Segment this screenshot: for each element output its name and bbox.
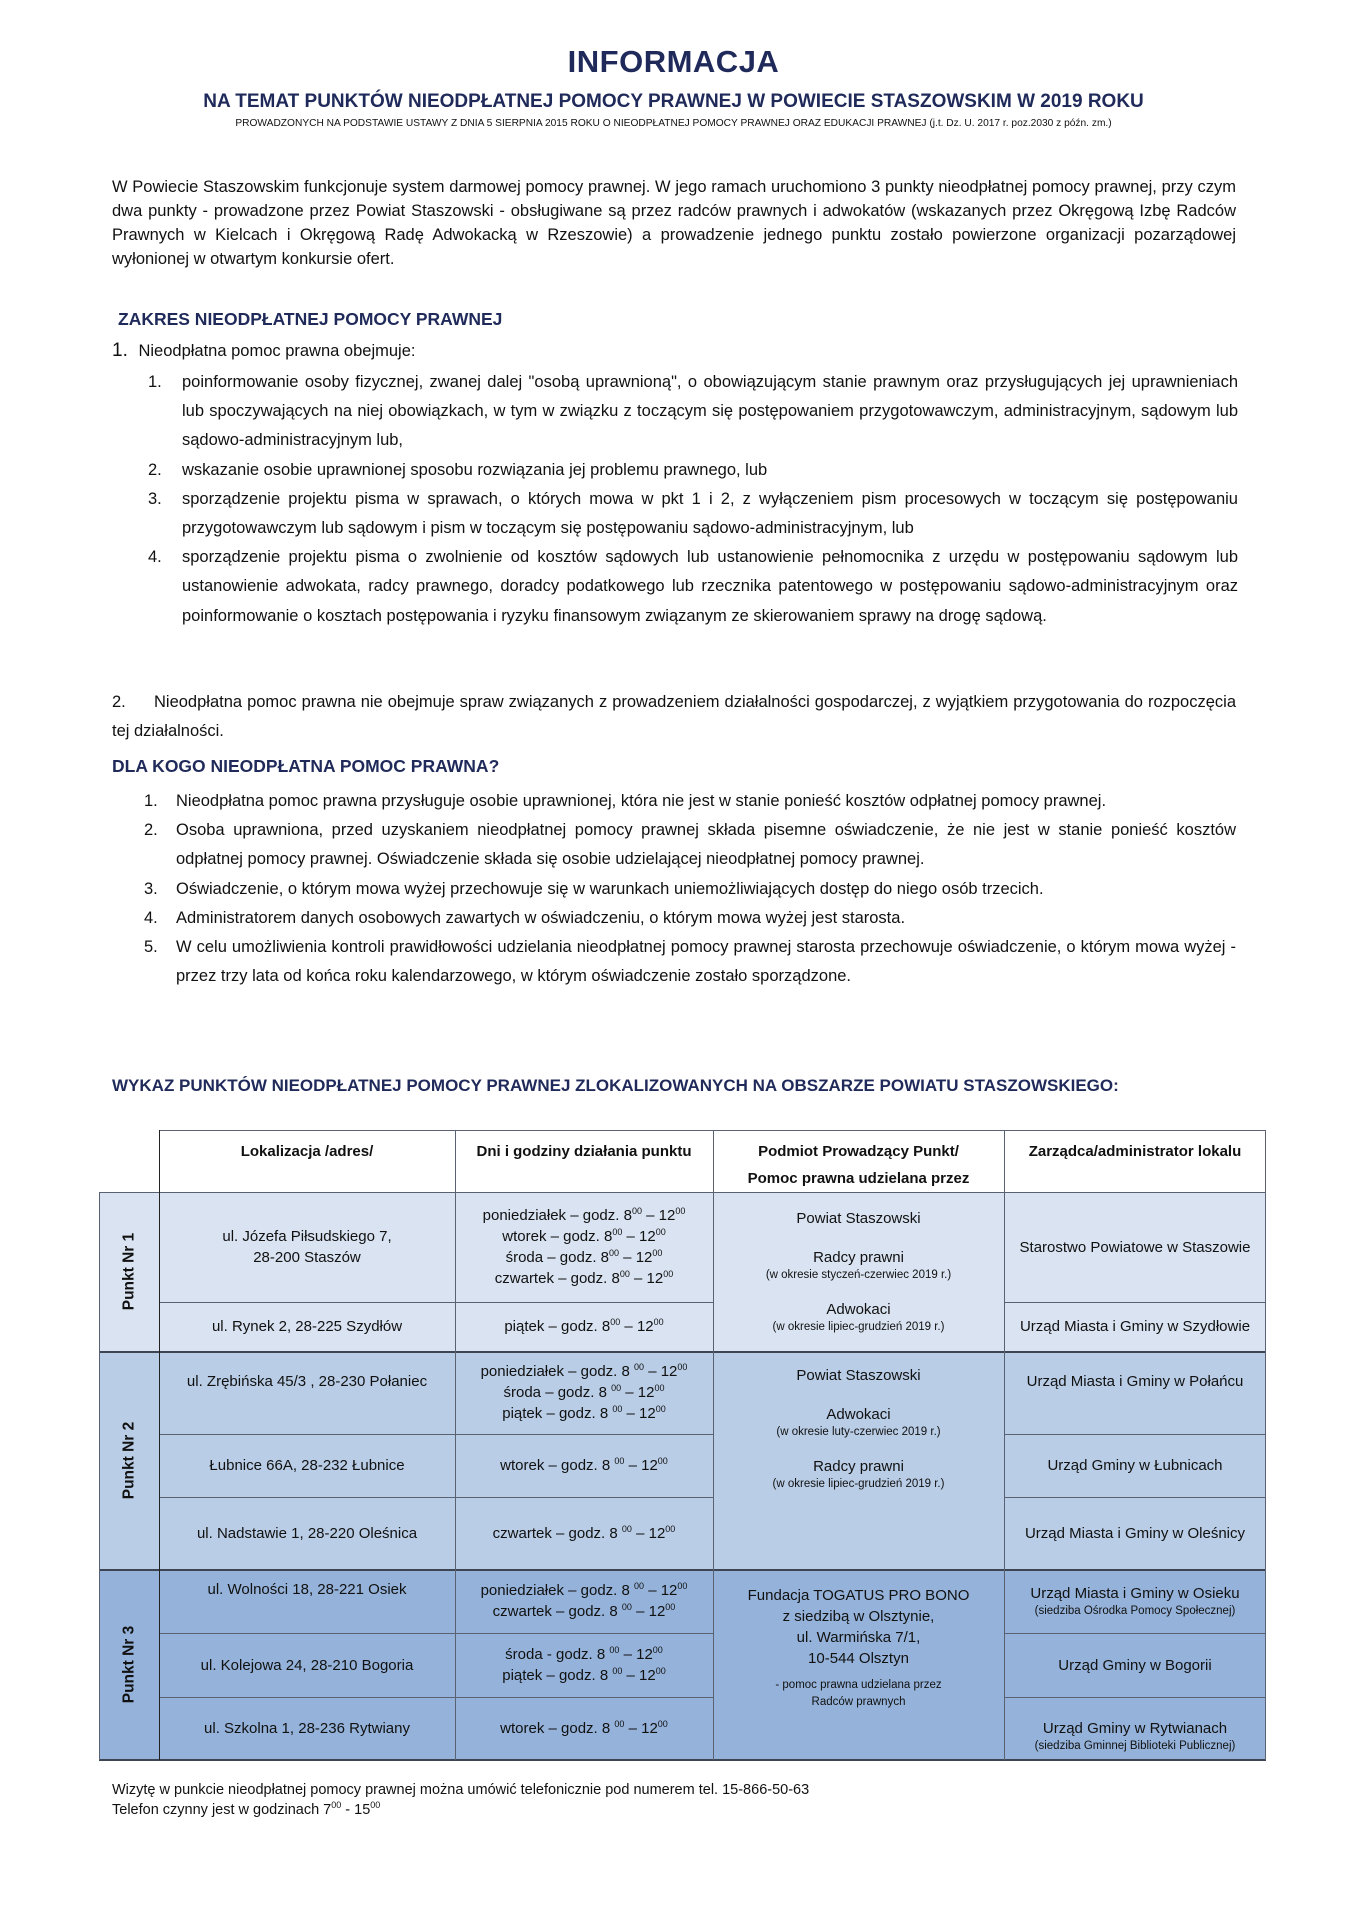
- text-fragment: 00: [612, 1404, 623, 1414]
- text-fragment: 00: [655, 1404, 666, 1414]
- table-border: [99, 1351, 1266, 1353]
- scope-item-2: [112, 688, 1236, 746]
- text-fragment: Osoba uprawniona, przed uzyskaniem nieodpłatnej pomocy prawnej składa pisemne oświadczenie, że nie jest w stanie ponieść kosztów odpłatnej pomocy prawnej. Oświadczenie składa się osobie udzielającej nieodpłatnej pomocy prawnej.: [176, 821, 1236, 869]
- hours-line: wtorek – godz. $8^{00} - 12^{00}$: [502, 1227, 666, 1245]
- hours-line: piątek – godz. $8^{00} - 12^{00}$: [504, 1317, 664, 1335]
- text-fragment: 12: [636, 1318, 654, 1335]
- scope-subitem: [148, 368, 1238, 456]
- text-fragment: 00: [657, 1456, 668, 1466]
- punkt-2-row-1-address: [159, 1351, 455, 1434]
- scope-subitem: [148, 543, 1238, 631]
- text-fragment: 00: [619, 1269, 630, 1279]
- text-fragment: z siedzibą w Olsztynie,: [782, 1608, 935, 1625]
- punkt-1-row-1-address: [159, 1192, 455, 1302]
- text-fragment: ul. Rynek 2, 28-225 Szydłów: [211, 1318, 403, 1335]
- footer-phone-line: Wizytę w punkcie nieodpłatnej pomocy prawnej można umówić telefonicznie pod numerem tel. 15-866-50-63: [112, 1782, 810, 1798]
- punkt-2-row-3-admin: [1004, 1497, 1266, 1569]
- text-fragment: ul. Kolejowa 24, 28-210 Bogoria: [200, 1656, 414, 1674]
- table-border: [159, 1497, 713, 1498]
- text-fragment: W celu umożliwienia kontroli prawidłowości udzielania nieodpłatnej pomocy prawnej starosta przechowuje oświadczenie, o którym mowa wyżej - przez trzy lata od końca roku kalendarzowego, w którym oświadczenie zostało sporządzone.: [176, 938, 1236, 986]
- text-fragment: 8: [600, 1249, 609, 1266]
- punkt-3-row-3-hours: [455, 1697, 713, 1760]
- text-fragment: Fundacja TOGATUS PRO BONO: [747, 1587, 970, 1604]
- text-fragment: 7: [323, 1802, 332, 1818]
- hours-line: piątek – godz. 8 $^{00} - 12^{00}$: [502, 1404, 666, 1422]
- text-fragment: (w okresie styczeń-czerwiec 2019 r.): [765, 1269, 952, 1281]
- text-fragment: Dni i godziny działania punktu: [476, 1143, 692, 1160]
- text-fragment: 28-200 Staszów: [253, 1249, 361, 1266]
- scope-subitem: [148, 456, 1238, 485]
- text-fragment: piątek – godz.: [502, 1405, 600, 1422]
- hours-line: środa – godz. 8 $^{00} - 12^{00}$: [503, 1383, 665, 1401]
- punkt-1-row-1-admin: [1004, 1192, 1266, 1302]
- legal-basis: PROWADZONYCH NA PODSTAWIE USTAWY Z DNIA 5 SIERPNIA 2015 ROKU O NIEODPŁATNEJ POMOCY PRAWNEJ ORAZ EDUKACJI PRAWNEJ (j.t. Dz. U. 2017 r. poz.2030 z późn. zm.): [235, 118, 1112, 129]
- punkt-3-row-3-admin: [1004, 1697, 1266, 1760]
- text-fragment: Urząd Gminy w Rytwianach: [1042, 1720, 1228, 1737]
- text-fragment: poinformowanie osoby fizycznej, zwanej dalej "osobą uprawnioną", o obowiązującym stanie prawnym oraz przysługujących jej uprawnieniach lub spoczywających na niej obowiązkach, w tym w związku z toczącym się postępowaniem przygotowawczym, administracyjnym, sądowym lub sądowo-administracyjnym lub,: [182, 373, 1238, 450]
- text-fragment: 4.: [144, 908, 158, 927]
- text-fragment: poniedziałek – godz.: [482, 1207, 624, 1224]
- text-fragment: 8: [596, 1646, 606, 1663]
- punkt-2-row-1-admin: [1004, 1351, 1266, 1434]
- text-fragment: -: [341, 1802, 355, 1818]
- text-fragment: 12: [658, 1207, 676, 1224]
- hours-line: środa – godz. $8^{00} - 12^{00}$: [505, 1248, 663, 1266]
- table-border: [1004, 1497, 1266, 1498]
- punkt-3-label: [99, 1569, 159, 1760]
- text-fragment: 00: [665, 1523, 676, 1534]
- table-border: [159, 1633, 713, 1634]
- text-fragment: 8: [601, 1318, 611, 1335]
- text-fragment: czwartek – godz.: [492, 1524, 610, 1542]
- text-fragment: 1.: [148, 373, 162, 391]
- scope-item-2-num: 2.: [112, 693, 126, 711]
- text-fragment: ul. Józefa Piłsudskiego 7,: [222, 1228, 392, 1245]
- text-fragment: 12: [637, 1384, 655, 1401]
- table-border: [159, 1697, 713, 1698]
- scope-subitem: [148, 485, 1238, 543]
- text-fragment: ul. Zrębińska 45/3 , 28-230 Połaniec: [186, 1373, 428, 1390]
- text-fragment: - pomoc prawna udzielana przez Radców prawnych: [775, 1679, 942, 1708]
- eligibility-item: [144, 933, 1236, 991]
- text-fragment: Punkt Nr 3: [120, 1625, 138, 1704]
- header-admin: [1004, 1130, 1266, 1192]
- text-fragment: 12: [648, 1603, 666, 1620]
- eligibility-heading: DLA KOGO NIEODPŁATNA POMOC PRAWNA?: [112, 756, 500, 776]
- text-fragment: ul. Warmińska 7/1,: [796, 1629, 921, 1646]
- hours-line: poniedziałek – godz. $8^{00} - 12^{00}$: [482, 1206, 686, 1224]
- text-fragment: 00: [653, 1317, 664, 1327]
- punkt-3-row-2-admin: [1004, 1633, 1266, 1697]
- text-fragment: wtorek – godz.: [500, 1457, 602, 1474]
- text-fragment: czwartek – godz.: [494, 1270, 612, 1287]
- eligibility-item: [144, 875, 1236, 904]
- text-fragment: 00: [331, 1800, 342, 1810]
- text-fragment: 00: [609, 1645, 620, 1655]
- text-fragment: środa – godz.: [503, 1384, 599, 1401]
- text-fragment: 00: [677, 1362, 688, 1372]
- punkt-2-row-2-admin: [1004, 1434, 1266, 1497]
- text-fragment: poniedziałek – godz.: [480, 1582, 622, 1599]
- table-border: [99, 1192, 100, 1760]
- text-fragment: Podmiot Prowadzący Punkt/: [758, 1143, 959, 1160]
- scope-item-1-label: Nieodpłatna pomoc prawna obejmuje:: [138, 342, 416, 360]
- text-fragment: Nieodpłatna pomoc prawna przysługuje osobie uprawnionej, która nie jest w stanie ponieść kosztów odpłatnej pomocy prawnej.: [176, 792, 1107, 810]
- list-heading: WYKAZ PUNKTÓW NIEODPŁATNEJ POMOCY PRAWNEJ ZLOKALIZOWANYCH NA OBSZARZE POWIATU STASZOWSKIEGO:: [112, 1076, 1119, 1095]
- hours-line: wtorek – godz. 8 $^{00} - 12^{00}$: [500, 1719, 668, 1737]
- text-fragment: 12: [660, 1582, 678, 1599]
- punkt-3-row-1-hours: [455, 1569, 713, 1633]
- table-border: [1004, 1434, 1266, 1435]
- text-fragment: 12: [636, 1646, 653, 1663]
- text-fragment: 00: [675, 1206, 686, 1216]
- punkt-2-row-3-hours: [455, 1497, 713, 1569]
- eligibility-item: [144, 787, 1236, 816]
- text-fragment: piątek – godz.: [502, 1667, 600, 1684]
- text-fragment: (siedziba Ośrodka Pomocy Społecznej): [1034, 1605, 1236, 1617]
- text-fragment: Punkt Nr 2: [120, 1421, 138, 1499]
- eligibility-list: [144, 787, 1236, 991]
- text-fragment: Pomoc prawna udzielana przez: [747, 1170, 970, 1187]
- scope-heading: ZAKRES NIEODPŁATNEJ POMOCY PRAWNEJ: [118, 309, 503, 329]
- text-fragment: Radcy prawni: [813, 1458, 904, 1475]
- text-fragment: Urząd Miasta i Gminy w Oleśnicy: [1024, 1524, 1246, 1542]
- text-fragment: piątek – godz.: [504, 1318, 602, 1335]
- text-fragment: 1.: [144, 792, 158, 810]
- text-fragment: 00: [634, 1362, 645, 1372]
- text-fragment: 3.: [144, 879, 158, 898]
- text-fragment: 10-544 Olsztyn: [808, 1650, 909, 1667]
- text-fragment: wskazanie osobie uprawnionej sposobu rozwiązania jej problemu prawnego, lub: [182, 460, 768, 479]
- scope-subitems: [148, 368, 1238, 631]
- text-fragment: 8: [601, 1720, 611, 1737]
- text-fragment: 3.: [148, 489, 162, 508]
- header-hours: [455, 1130, 713, 1192]
- punkt-1-operator: [713, 1192, 1004, 1351]
- table-border: [159, 1434, 713, 1435]
- table-border: [99, 1192, 1266, 1193]
- text-fragment: 4.: [148, 548, 162, 567]
- text-fragment: (w okresie lipiec-grudzień 2019 r.): [772, 1478, 945, 1490]
- hours-line: czwartek – godz. 8 $^{00} - 12^{00}$: [492, 1602, 676, 1620]
- punkt-3-row-1-address: [159, 1569, 455, 1633]
- punkt-2-row-1-hours: [455, 1351, 713, 1434]
- table-border: [99, 1759, 1266, 1761]
- text-fragment: 8: [621, 1363, 630, 1380]
- text-fragment: 00: [663, 1269, 674, 1279]
- punkt-2-row-3-address: [159, 1497, 455, 1569]
- text-fragment: 2.: [144, 821, 158, 840]
- text-fragment: (w okresie luty-czerwiec 2019 r.): [776, 1426, 941, 1438]
- text-fragment: środa – godz.: [505, 1249, 601, 1266]
- text-fragment: Urząd Miasta i Gminy w Szydłowie: [1019, 1318, 1251, 1335]
- text-fragment: Urząd Gminy w Bogorii: [1058, 1656, 1212, 1674]
- table-border: [1004, 1130, 1005, 1760]
- text-fragment: ul. Wolności 18, 28-221 Osiek: [207, 1581, 407, 1598]
- text-fragment: 00: [612, 1227, 623, 1237]
- text-fragment: 2.: [148, 460, 162, 479]
- text-fragment: 12: [635, 1249, 653, 1266]
- hours-line: środa - godz. 8 $^{00} - 12^{00}$: [505, 1645, 663, 1663]
- text-fragment: Punkt Nr 1: [120, 1232, 138, 1311]
- text-fragment: sporządzenie projektu pisma o zwolnienie od kosztów sądowych lub ustanowienie pełnomocnika z urzędu w postępowaniu sądowym lub ustanowienie adwokata, radcy prawnego, doradcy podatkowego lub rzecznika patentowego w postępowaniu sądowo-administracyjnym oraz poinformowanie o kosztach postępowania i ryzyku finansowym związanym ze skierowaniem sprawy na drogę sądową.: [182, 548, 1238, 625]
- text-fragment: 12: [648, 1524, 666, 1542]
- hours-line: czwartek – godz. $8^{00} - 12^{00}$: [494, 1269, 674, 1287]
- text-fragment: Zarządca/administrator lokalu: [1028, 1143, 1242, 1160]
- punkt-3-row-3-address: [159, 1697, 455, 1760]
- scope-item-1-num: 1.: [112, 340, 128, 361]
- footer-note: [112, 1780, 809, 1820]
- punkt-3-row-2-address: [159, 1633, 455, 1697]
- punkt-2-label: [99, 1351, 159, 1569]
- text-fragment: Powiat Staszowski: [796, 1367, 921, 1384]
- text-fragment: środa - godz.: [505, 1646, 597, 1663]
- document-subtitle: NA TEMAT PUNKTÓW NIEODPŁATNEJ POMOCY PRAWNEJ W POWIECIE STASZOWSKIM W 2019 ROKU: [203, 91, 1144, 112]
- text-fragment: 8: [601, 1457, 611, 1474]
- text-fragment: 8: [599, 1667, 609, 1684]
- text-fragment: Lokalizacja /adres/: [240, 1143, 374, 1160]
- table-border: [159, 1302, 713, 1303]
- text-fragment: 8: [611, 1270, 620, 1287]
- text-fragment: 12: [639, 1228, 656, 1245]
- text-fragment: 00: [621, 1523, 632, 1534]
- text-fragment: Urząd Miasta i Gminy w Osieku: [1030, 1585, 1240, 1602]
- text-fragment: 8: [621, 1582, 630, 1599]
- hours-line: poniedziałek – godz. 8 $^{00} - 12^{00}$: [480, 1581, 688, 1599]
- text-fragment: 00: [621, 1602, 632, 1612]
- text-fragment: (w okresie lipiec-grudzień 2019 r.): [772, 1321, 945, 1333]
- hours-line: czwartek – godz. 8 $^{00} - 12^{00}$: [492, 1523, 676, 1542]
- text-fragment: 8: [598, 1384, 607, 1401]
- text-fragment: 00: [652, 1248, 663, 1258]
- punkt-1-row-2-address: [159, 1302, 455, 1351]
- text-fragment: 8: [623, 1207, 632, 1224]
- text-fragment: Radcy prawni: [813, 1249, 904, 1266]
- text-fragment: 15: [354, 1802, 371, 1818]
- text-fragment: 00: [610, 1317, 621, 1327]
- table-border: [1004, 1302, 1266, 1303]
- text-fragment: poniedziałek – godz.: [480, 1363, 622, 1380]
- punkt-1-row-1-hours: [455, 1192, 713, 1302]
- text-fragment: wtorek – godz.: [502, 1228, 604, 1245]
- text-fragment: Oświadczenie, o którym mowa wyżej przechowuje się w warunkach uniemożliwiających dostęp do niego osób trzecich.: [176, 879, 1044, 898]
- text-fragment: 12: [641, 1720, 658, 1737]
- text-fragment: 00: [655, 1666, 666, 1676]
- text-fragment: 00: [614, 1456, 625, 1466]
- header-operator: [713, 1130, 1004, 1192]
- table-border: [1004, 1633, 1266, 1634]
- text-fragment: Starostwo Powiatowe w Staszowie: [1019, 1238, 1251, 1256]
- intro-paragraph: W Powiecie Staszowskim funkcjonuje system darmowej pomocy prawnej. W jego ramach uruchomiono 3 punkty nieodpłatnej pomocy prawnej, przy czym dwa punkty - prowadzone przez Powiat Staszowski - obsługiwane są przez radców prawnych i adwokatów (wskazanych przez Okręgową Izbę Radców Prawnych w Kielcach i Okręgową Radę Adwokacką w Rzeszowie) a prowadzenie jednego punktu zostało powierzone organizacji pozarządowej wyłonionej w otwartym konkursie ofert.: [112, 178, 1236, 268]
- table-border: [1265, 1130, 1266, 1760]
- text-fragment: wtorek – godz.: [500, 1720, 602, 1737]
- punkt-3-operator: [713, 1569, 1004, 1760]
- punkt-3-row-2-hours: [455, 1633, 713, 1697]
- text-fragment: 8: [603, 1228, 613, 1245]
- text-fragment: 00: [614, 1719, 625, 1729]
- table-border: [1004, 1697, 1266, 1698]
- punkt-1-row-2-hours: [455, 1302, 713, 1351]
- punkt-2-operator: [713, 1351, 1004, 1569]
- eligibility-item: [144, 816, 1236, 874]
- hours-line: poniedziałek – godz. 8 $^{00} - 12^{00}$: [480, 1362, 688, 1380]
- legal-aid-points-table: [99, 1130, 1266, 1760]
- table-border: [713, 1130, 714, 1760]
- text-fragment: 00: [654, 1383, 665, 1393]
- hours-line: wtorek – godz. 8 $^{00} - 12^{00}$: [500, 1456, 668, 1474]
- text-fragment: (siedziba Gminnej Biblioteki Publicznej): [1034, 1740, 1236, 1752]
- text-fragment: 00: [677, 1581, 688, 1591]
- text-fragment: 12: [660, 1363, 678, 1380]
- punkt-2-row-2-hours: [455, 1434, 713, 1497]
- text-fragment: Administratorem danych osobowych zawartych w oświadczeniu, o którym mowa wyżej jest starosta.: [176, 908, 906, 927]
- text-fragment: 00: [370, 1800, 381, 1810]
- text-fragment: Powiat Staszowski: [796, 1210, 921, 1227]
- footer-hours-line: [112, 1800, 809, 1820]
- text-fragment: 00: [609, 1248, 620, 1258]
- text-fragment: 12: [646, 1270, 664, 1287]
- hours-line: piątek – godz. 8 $^{00} - 12^{00}$: [502, 1666, 666, 1684]
- text-fragment: 8: [609, 1603, 618, 1620]
- text-fragment: 00: [612, 1666, 623, 1676]
- punkt-1-label: [99, 1192, 159, 1351]
- text-fragment: Adwokaci: [826, 1301, 891, 1318]
- table-border: [99, 1569, 1266, 1571]
- text-fragment: Telefon czynny jest w godzinach: [112, 1802, 324, 1818]
- punkt-1-row-2-admin: [1004, 1302, 1266, 1351]
- text-fragment: 00: [611, 1383, 622, 1393]
- text-fragment: Urząd Gminy w Łubnicach: [1047, 1457, 1223, 1474]
- header-location: [159, 1130, 455, 1192]
- text-fragment: 12: [639, 1667, 656, 1684]
- text-fragment: czwartek – godz.: [492, 1603, 610, 1620]
- text-fragment: 00: [655, 1227, 666, 1237]
- eligibility-item: [144, 904, 1236, 933]
- text-fragment: ul. Nadstawie 1, 28-220 Oleśnica: [196, 1524, 418, 1542]
- text-fragment: 12: [641, 1457, 658, 1474]
- text-fragment: 00: [652, 1645, 663, 1655]
- text-fragment: 00: [631, 1206, 642, 1216]
- text-fragment: Łubnice 66A, 28-232 Łubnice: [209, 1457, 405, 1474]
- text-fragment: 8: [599, 1405, 609, 1422]
- text-fragment: 8: [609, 1524, 618, 1542]
- punkt-3-row-1-admin: [1004, 1569, 1266, 1633]
- text-fragment: sporządzenie projektu pisma w sprawach, o których mowa w pkt 1 i 2, z wyłączeniem pism procesowych w toczącym się postępowaniu przygotowawczym lub sądowym i pism w toczącym się postępowaniu sądowo-administracyjnym, lub: [182, 489, 1238, 538]
- text-fragment: 12: [639, 1405, 656, 1422]
- table-border: [455, 1130, 456, 1760]
- text-fragment: 00: [634, 1581, 645, 1591]
- text-fragment: 5.: [144, 938, 158, 957]
- punkt-2-row-2-address: [159, 1434, 455, 1497]
- text-fragment: ul. Szkolna 1, 28-236 Rytwiany: [204, 1720, 410, 1737]
- scope-item-2-text: Nieodpłatna pomoc prawna nie obejmuje spraw związanych z prowadzeniem działalności gospodarczej, z wyjątkiem przygotowania do rozpoczęcia tej działalności.: [112, 693, 1236, 740]
- scope-item-1: [112, 340, 1236, 362]
- text-fragment: 00: [657, 1719, 668, 1729]
- document-title: INFORMACJA: [567, 44, 780, 79]
- text-fragment: 00: [665, 1602, 676, 1612]
- table-border: [159, 1130, 160, 1760]
- text-fragment: Urząd Miasta i Gminy w Połańcu: [1026, 1373, 1244, 1390]
- text-fragment: Adwokaci: [826, 1406, 891, 1423]
